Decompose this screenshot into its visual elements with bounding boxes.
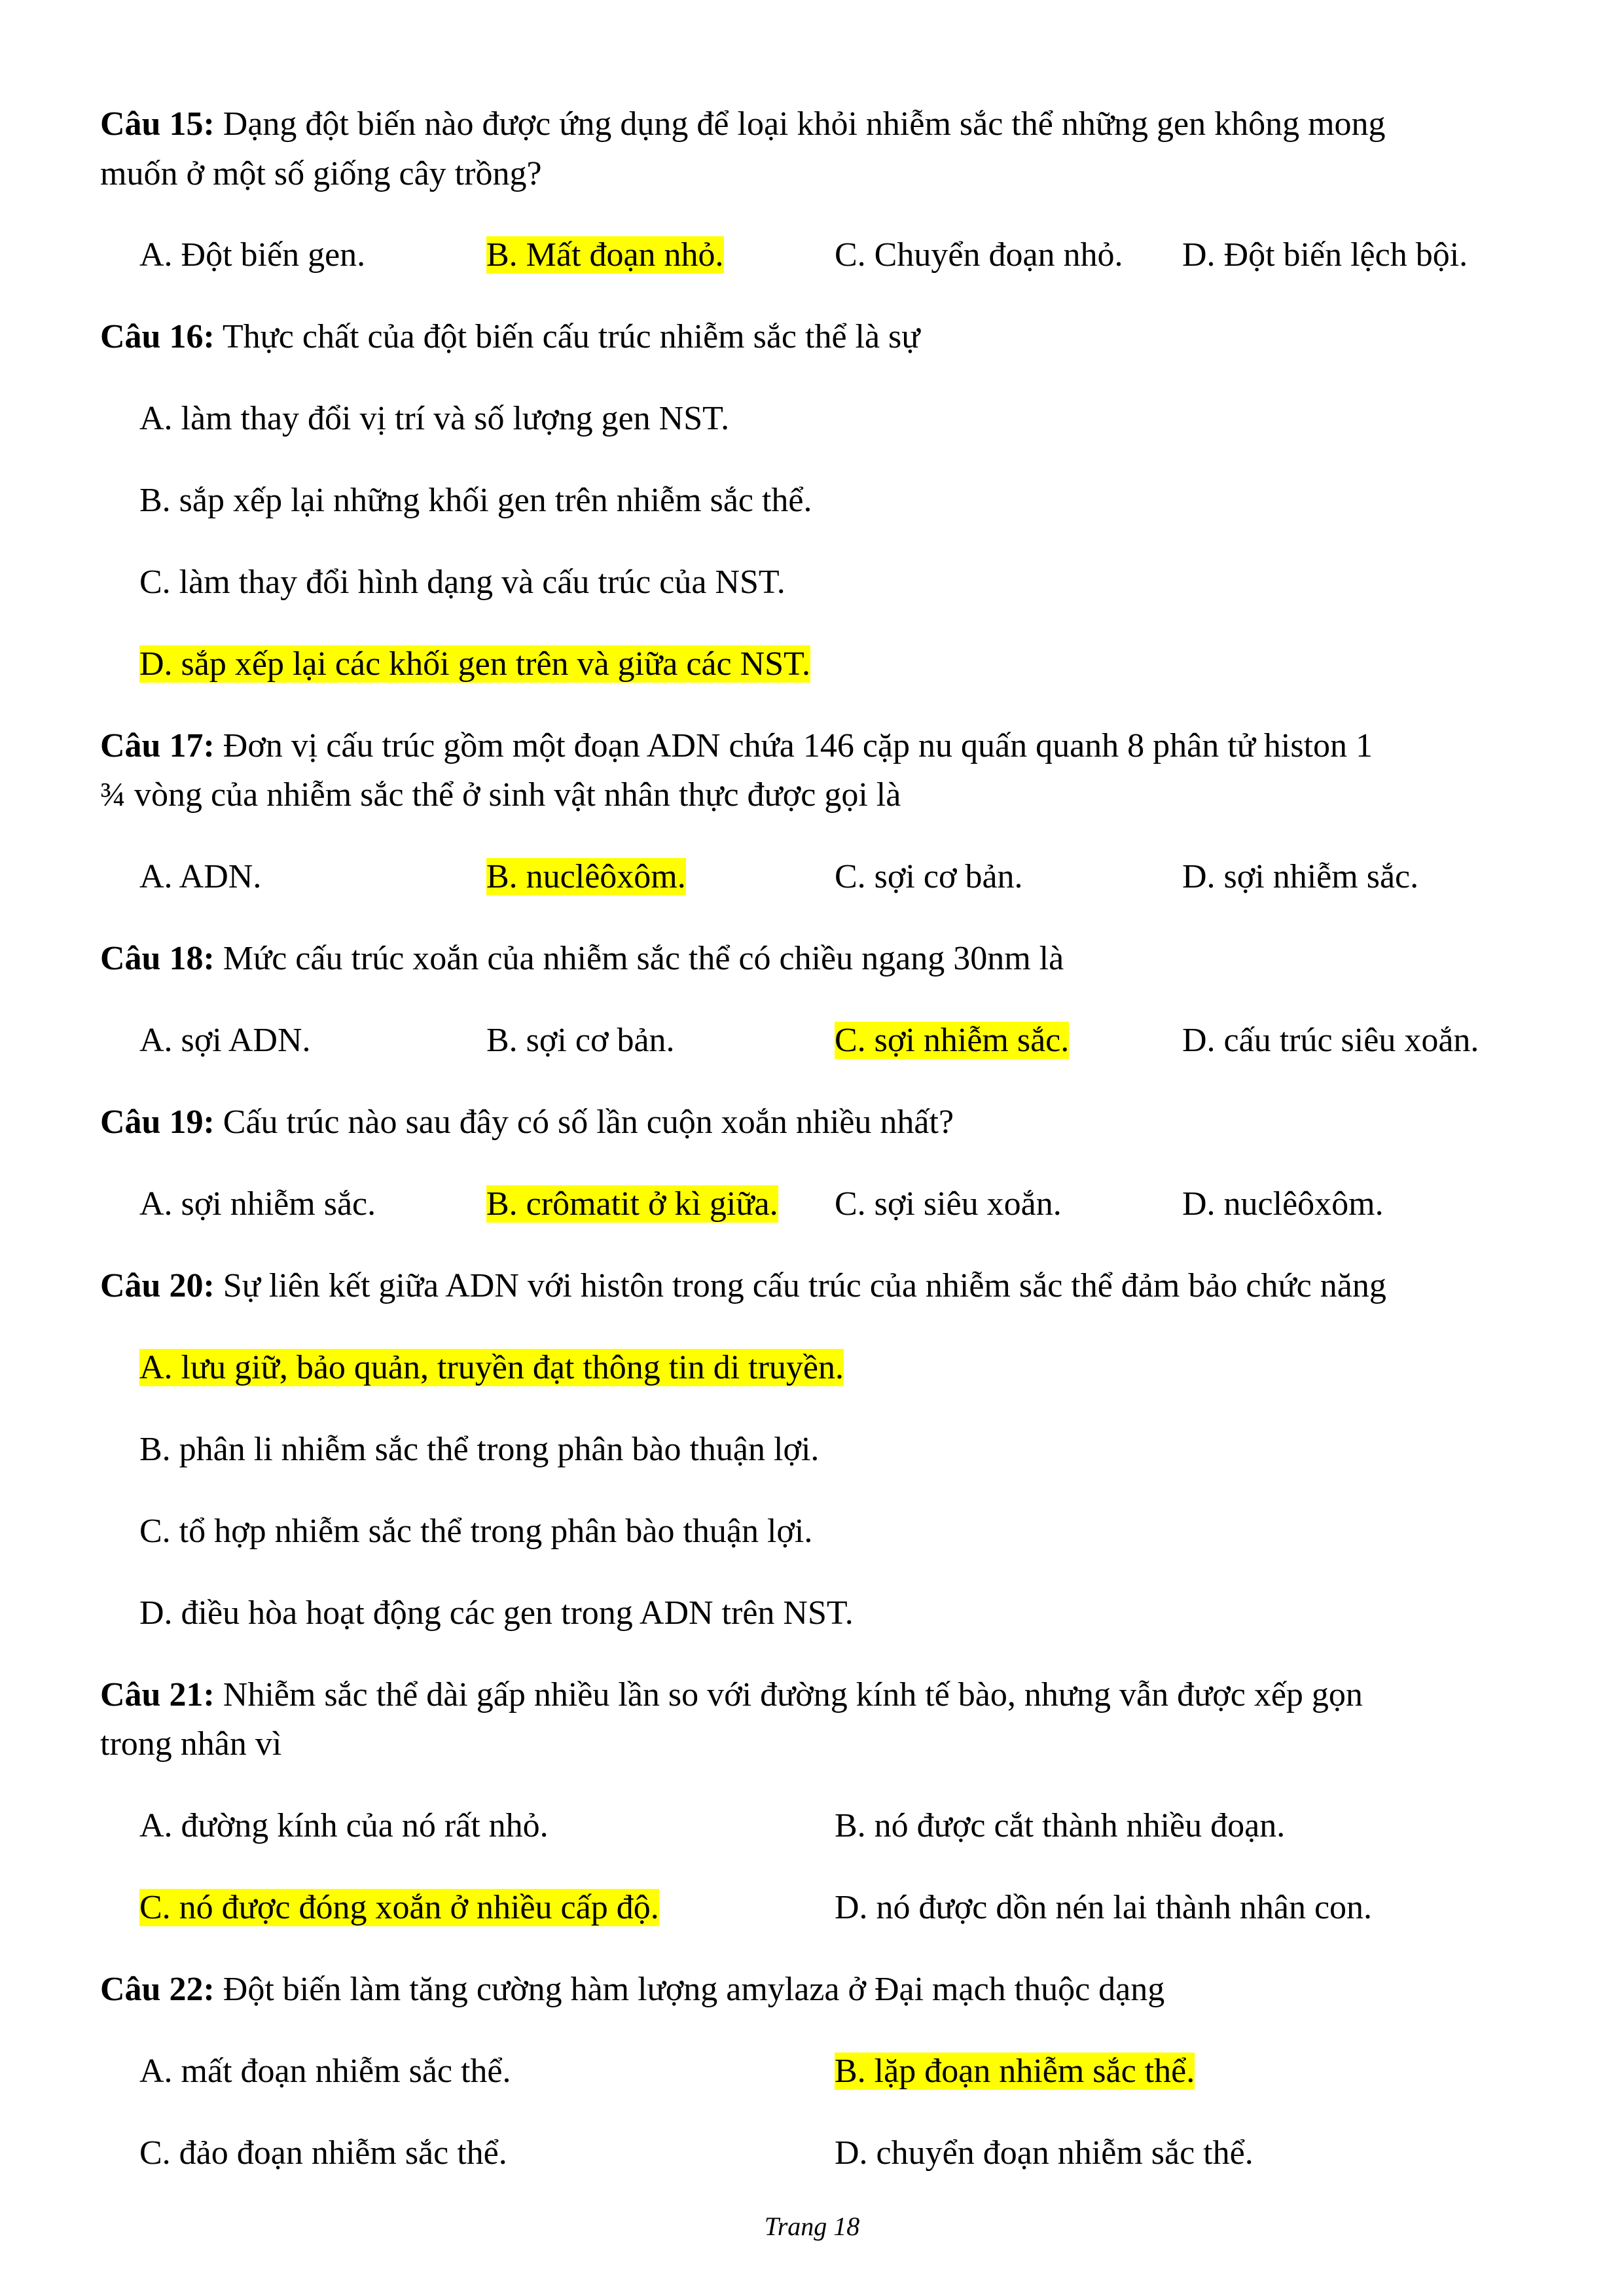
question-18-label: Câu 18: <box>100 940 215 977</box>
question-20-option-c: C. tổ hợp nhiễm sắc thể trong phân bào thuận lợi. <box>139 1513 813 1550</box>
question-18-stem-line-1: Câu 18: Mức cấu trúc xoắn của nhiễm sắc thể có chiều ngang 30nm là <box>100 940 1064 977</box>
question-20-option-d: D. điều hòa hoạt động các gen trong ADN trên NST. <box>139 1594 854 1632</box>
question-18-option-a: A. sợi ADN. <box>139 1022 311 1059</box>
question-22-label: Câu 22: <box>100 1971 215 2008</box>
question-16-option-d: D. sắp xếp lại các khối gen trên và giữa các NST. <box>139 645 810 683</box>
question-17-option-c: C. sợi cơ bản. <box>835 858 1023 895</box>
question-17-stem-line-2: ¾ vòng của nhiễm sắc thể ở sinh vật nhân thực được gọi là <box>100 776 901 814</box>
question-15-option-c: C. Chuyển đoạn nhỏ. <box>835 236 1123 274</box>
question-18-option-b: B. sợi cơ bản. <box>486 1022 675 1059</box>
question-15-option-d: D. Đột biến lệch bội. <box>1182 236 1468 274</box>
question-22-stem-line-1: Câu 22: Đột biến làm tăng cường hàm lượng amylaza ở Đại mạch thuộc dạng <box>100 1971 1165 2008</box>
question-16-option-c: C. làm thay đổi hình dạng và cấu trúc của NST. <box>139 564 785 601</box>
question-20-label: Câu 20: <box>100 1267 215 1304</box>
question-17-label: Câu 17: <box>100 727 215 764</box>
question-21-option-a: A. đường kính của nó rất nhỏ. <box>139 1807 549 1844</box>
question-21-label: Câu 21: <box>100 1676 215 1713</box>
question-15-label: Câu 15: <box>100 105 215 143</box>
question-19-option-c: C. sợi siêu xoắn. <box>835 1185 1062 1223</box>
question-16-option-b: B. sắp xếp lại những khối gen trên nhiễm sắc thể. <box>139 482 812 519</box>
question-21-stem-line-1: Câu 21: Nhiễm sắc thể dài gấp nhiều lần so với đường kính tế bào, nhưng vẫn được xếp gọn <box>100 1676 1363 1713</box>
question-20-option-a: A. lưu giữ, bảo quản, truyền đạt thông tin di truyền. <box>139 1349 844 1386</box>
question-15-option-b: B. Mất đoạn nhỏ. <box>486 236 724 274</box>
question-22-option-b: B. lặp đoạn nhiễm sắc thể. <box>835 2053 1195 2090</box>
question-19-option-b: B. crômatit ở kì giữa. <box>486 1185 778 1223</box>
question-20-option-b: B. phân li nhiễm sắc thể trong phân bào thuận lợi. <box>139 1431 820 1468</box>
question-17-option-a: A. ADN. <box>139 858 262 895</box>
question-21-option-d: D. nó được dồn nén lai thành nhân con. <box>835 1889 1373 1926</box>
question-16-stem-line-1: Câu 16: Thực chất của đột biến cấu trúc nhiễm sắc thể là sự <box>100 318 920 355</box>
question-19-label: Câu 19: <box>100 1103 215 1141</box>
question-22-option-a: A. mất đoạn nhiễm sắc thể. <box>139 2053 511 2090</box>
question-17-stem-line-1: Câu 17: Đơn vị cấu trúc gồm một đoạn ADN chứa 146 cặp nu quấn quanh 8 phân tử histon 1 <box>100 727 1373 764</box>
question-15-stem-line-1: Câu 15: Dạng đột biến nào được ứng dụng để loại khỏi nhiễm sắc thể những gen không mong <box>100 105 1386 143</box>
question-22-option-c: C. đảo đoạn nhiễm sắc thể. <box>139 2134 507 2172</box>
page-number: Trang 18 <box>764 2212 860 2241</box>
question-22-option-d: D. chuyển đoạn nhiễm sắc thể. <box>835 2134 1254 2172</box>
question-19-stem-line-1: Câu 19: Cấu trúc nào sau đây có số lần cuộn xoắn nhiều nhất? <box>100 1103 954 1141</box>
question-21-stem-line-2: trong nhân vì <box>100 1725 282 1763</box>
question-18-option-d: D. cấu trúc siêu xoắn. <box>1182 1022 1479 1059</box>
question-16-label: Câu 16: <box>100 318 215 355</box>
question-21-option-b: B. nó được cắt thành nhiều đoạn. <box>835 1807 1286 1844</box>
question-19-option-a: A. sợi nhiễm sắc. <box>139 1185 376 1223</box>
question-16-option-a: A. làm thay đổi vị trí và số lượng gen NST. <box>139 400 730 437</box>
question-19-option-d: D. nuclêôxôm. <box>1182 1185 1384 1223</box>
question-17-option-d: D. sợi nhiễm sắc. <box>1182 858 1419 895</box>
question-15-option-a: A. Đột biến gen. <box>139 236 366 274</box>
question-17-option-b: B. nuclêôxôm. <box>486 858 686 895</box>
question-18-option-c: C. sợi nhiễm sắc. <box>835 1022 1070 1059</box>
question-20-stem-line-1: Câu 20: Sự liên kết giữa ADN với histôn trong cấu trúc của nhiễm sắc thể đảm bảo chức năng <box>100 1267 1386 1304</box>
question-15-stem-line-2: muốn ở một số giống cây trồng? <box>100 155 542 192</box>
question-21-option-c: C. nó được đóng xoắn ở nhiều cấp độ. <box>139 1889 659 1926</box>
